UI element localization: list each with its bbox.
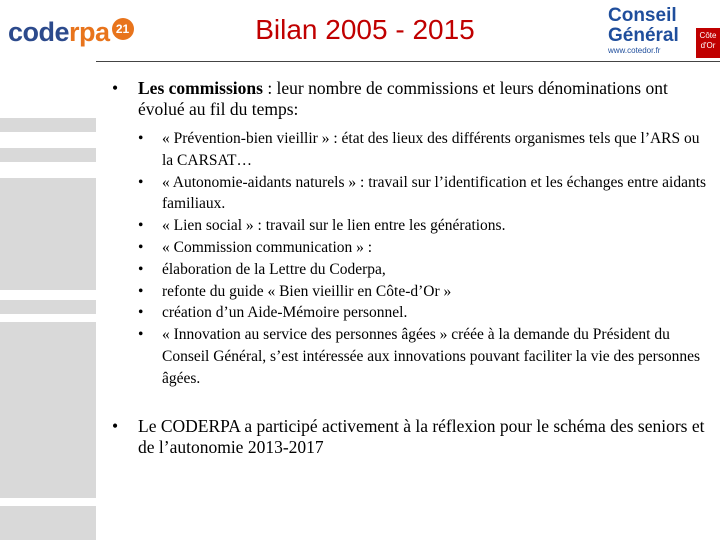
decorative-bar-4 (0, 300, 96, 314)
bullet-marker: • (138, 238, 144, 256)
list-item (138, 259, 707, 281)
list-item (138, 237, 707, 259)
logo-right-url: www.cotedor.fr (608, 46, 661, 55)
list-item (138, 324, 707, 389)
list-item-text: « Autonomie-aidants naturels » : travail sur l’identification et les échanges entre aidants familiaux. (162, 173, 707, 213)
bullet-marker: • (138, 304, 144, 322)
list-item (138, 302, 707, 324)
list-item-text: « Prévention-bien vieillir » : état des lieux des différents organismes tels que l’ARS ou la CARSAT… (162, 130, 700, 169)
list-item-text: « Innovation au service des personnes âgées » créée à la demande du Président du Conseil Général, s’est intéressée aux innovations pouvant faciliter la vie des personnes âgées. (162, 326, 701, 387)
bullet-marker: • (112, 78, 119, 98)
list-item-text: création d’un Aide-Mémoire personnel. (162, 304, 408, 322)
list-item-text: refonte du guide « Bien vieillir en Côte-d’Or » (162, 282, 452, 300)
commissions-list (138, 128, 707, 390)
logo-right-line2: Général (608, 25, 679, 46)
slide-content (112, 78, 707, 458)
conseil-general-logo (608, 6, 720, 58)
list-item-text: élaboration de la Lettre du Coderpa, (162, 260, 386, 278)
list-item-text: « Lien social » : travail sur le lien entre les générations. (162, 217, 506, 235)
commissions-text (138, 78, 707, 120)
commissions-heading: Les commissions (138, 78, 263, 98)
logo-text-part1: code (8, 16, 70, 47)
decorative-bar-2 (0, 148, 96, 162)
schema-text: Le CODERPA a participé activement à la réflexion pour le schéma des seniors et de l’autonomie 2013-2017 (138, 415, 705, 457)
cote-dor-line2: d'Or (700, 41, 716, 50)
bullet-marker: • (138, 173, 144, 191)
bullet-marker: • (138, 130, 144, 147)
slide-title: Bilan 2005 - 2015 (255, 14, 475, 45)
cote-dor-box (696, 28, 720, 58)
logo-text-part2: rpa (69, 16, 110, 47)
main-bullet-commissions (112, 78, 707, 120)
logo-badge: 21 (112, 18, 134, 40)
list-item (138, 172, 707, 216)
bullet-marker: • (138, 282, 144, 300)
logo-right-line1: Conseil (608, 5, 677, 26)
cote-dor-line1: Côte (699, 31, 717, 40)
coderpa-logo (8, 12, 134, 52)
list-item-text: « Commission communication » : (162, 238, 373, 256)
list-item (138, 128, 707, 172)
bullet-marker: • (138, 217, 144, 235)
decorative-bar-3 (0, 178, 96, 290)
decorative-bar-5 (0, 322, 96, 498)
commissions-description: : leur nombre de commissions et leurs dénominations ont évolué au fil du temps: (138, 78, 668, 119)
bullet-marker: • (138, 260, 144, 278)
title-divider (96, 61, 720, 62)
bullet-marker: • (138, 326, 144, 344)
list-item (138, 281, 707, 303)
bullet-marker: • (112, 415, 119, 436)
decorative-bar-6 (0, 506, 96, 540)
main-bullet-schema (112, 416, 707, 458)
decorative-bar-1 (0, 118, 96, 132)
list-item (138, 215, 707, 237)
